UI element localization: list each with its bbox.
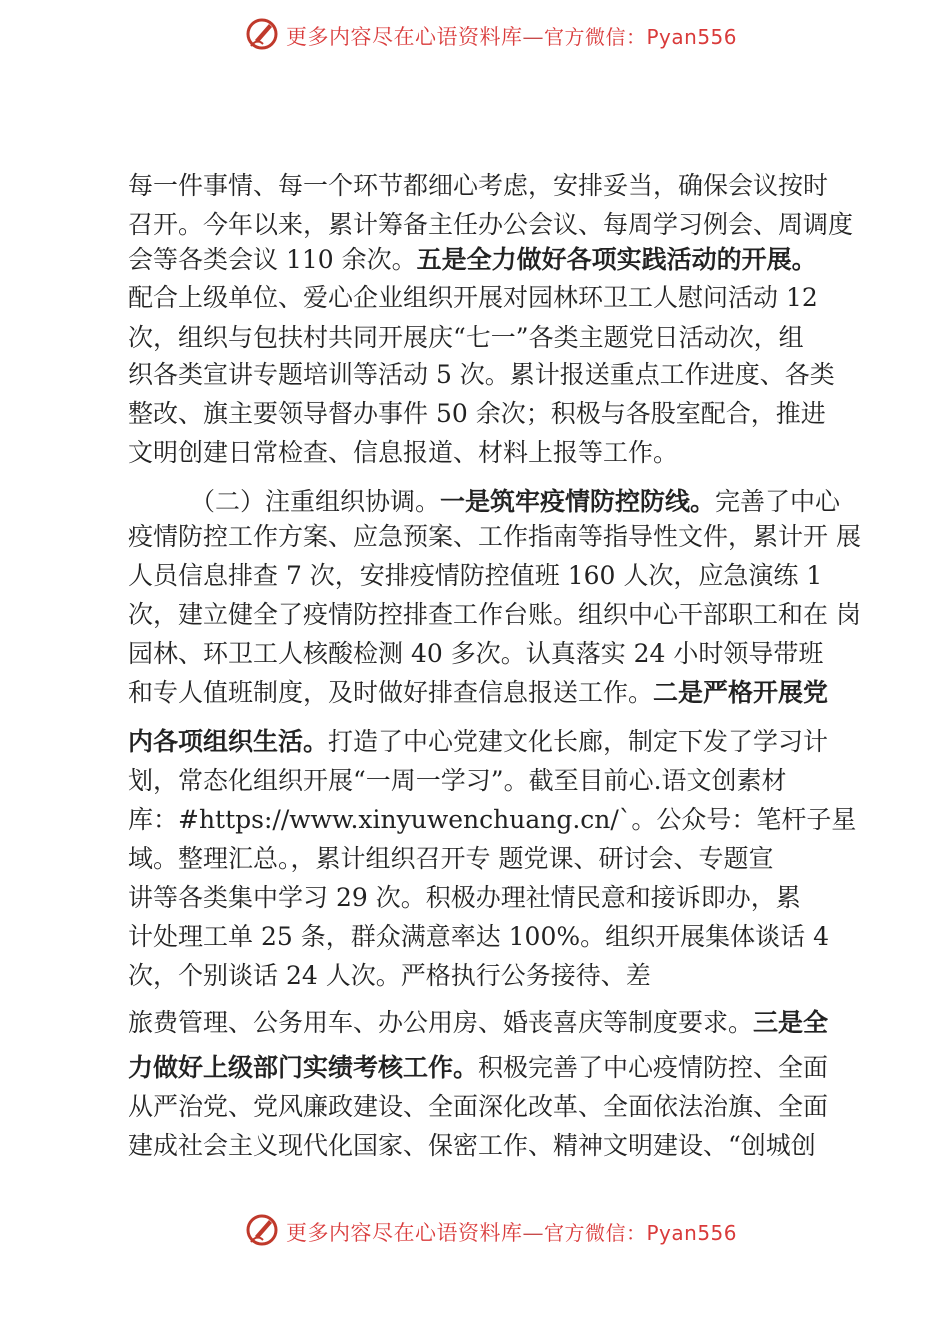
bold-heading-text: 三是全 [753,1008,829,1037]
body-line [128,1091,828,1123]
bold-heading-text: 五是全力做好各项实践活动的开展。 [416,245,817,274]
body-line [128,398,826,430]
body-text-run: 旅费管理、公务用车、办公用房、婚丧喜庆等制度要求。 [128,1008,754,1037]
body-text-run: 完善了中心 [715,487,841,516]
body-line [128,1130,816,1162]
body-line [128,209,853,241]
footer-text [286,1217,737,1247]
body-text-run: 次，组织与包扶村共同开展庆“七一”各类主题党日活动次，组 [128,323,804,352]
body-text-run: 计处理工单 25 条，群众满意率达 100%。组织开展集体谈话 4 [128,922,829,951]
body-line [128,804,856,836]
body-text-run: 召开。今年以来，累计筹备主任办公会议、每周学习例会、周调度 [128,210,854,239]
body-line [128,359,835,391]
body-text-run: 库：#https://www.xinyuwenchuang.cn/`。公众号：笔杆子星 [128,805,857,834]
bold-heading-text: 一是筑牢疫情防控防线。 [440,487,716,516]
header-site-name: 更多内容尽在心语资料库 [286,25,523,49]
body-text-run: 会等各类会议 110 余次。 [128,245,417,274]
header-wechat: 官方微信：Pyan556 [544,25,738,49]
body-text-run: 建成社会主义现代化国家、保密工作、精神文明建设、“创城创 [128,1131,816,1160]
body-text-run: 和专人值班制度，及时做好排查信息报送工作。 [128,678,654,707]
body-line [128,638,823,670]
body-text-run: 人员信息排查 7 次，安排疫情防控值班 160 人次，应急演练 1 [128,561,823,590]
footer-dash: — [522,1221,544,1245]
body-text-run: 园林、环卫工人核酸检测 40 多次。认真落实 24 小时领导带班 [128,639,824,668]
body-text-run: 整改、旗主要领导督办事件 50 余次；积极与各股室配合，推进 [128,399,826,428]
body-line [128,921,829,953]
body-text-run: 讲等各类集中学习 29 次。积极办理社情民意和接诉即办，累 [128,883,801,912]
body-text-run: 配合上级单位、爱心企业组织开展对园林环卫工人慰问活动 12 [128,283,818,312]
body-line [128,521,861,553]
bold-heading-text: 力做好上级部门实绩考核工作。 [128,1053,479,1082]
body-line [128,843,773,875]
header-banner [0,14,950,54]
body-line [128,765,787,797]
body-text-run: 划，常态化组织开展“一周一学习”。截至目前心.语文创素材 [128,766,787,795]
bold-heading-text: 二是严格开展党 [653,678,829,707]
body-text-run: 次，个别谈话 24 人次。严格执行公务接待、差 [128,961,651,990]
body-line [128,677,828,709]
body-text-run: 域。整理汇总。，累计组织召开专 题党课、研讨会、专题宣 [128,844,774,873]
header-text [286,21,737,51]
body-text-run: 积极完善了中心疫情防控、全面 [478,1053,829,1082]
body-line [128,282,818,314]
body-text-run: 文明创建日常检查、信息报道、材料上报等工作。 [128,438,679,467]
body-line [128,1007,828,1039]
body-line [128,726,828,758]
body-line [128,960,651,992]
body-line [128,1052,828,1084]
footer-wechat: 官方微信：Pyan556 [544,1221,738,1245]
header-dash: — [522,25,544,49]
pen-seal-logo-icon [243,1210,281,1248]
body-text-run: （二）注重组织协调。 [190,487,441,516]
body-line [128,437,678,469]
body-text-run: 织各类宣讲专题培训等活动 5 次。累计报送重点工作进度、各类 [128,360,835,389]
footer-banner [0,1210,950,1250]
body-line [128,322,804,354]
body-text-run: 疫情防控工作方案、应急预案、工作指南等指导性文件，累计开 展 [128,522,861,551]
bold-heading-text: 内各项组织生活。 [128,727,329,756]
body-line [128,599,861,631]
footer-site-name: 更多内容尽在心语资料库 [286,1221,523,1245]
body-line [128,560,822,592]
pen-seal-logo-icon [243,14,281,52]
body-text-run: 每一件事情、每一个环节都细心考虑，安排妥当，确保会议按时 [128,171,829,200]
body-line [190,486,840,518]
body-line [128,170,828,202]
body-text-run: 从严治党、党风廉政建设、全面深化改革、全面依法治旗、全面 [128,1092,829,1121]
body-line [128,882,801,914]
body-line [128,244,817,276]
body-text-run: 次，建立健全了疫情防控排查工作台账。组织中心干部职工和在 岗 [128,600,861,629]
body-text-run: 打造了中心党建文化长廊，制定下发了学习计 [328,727,829,756]
